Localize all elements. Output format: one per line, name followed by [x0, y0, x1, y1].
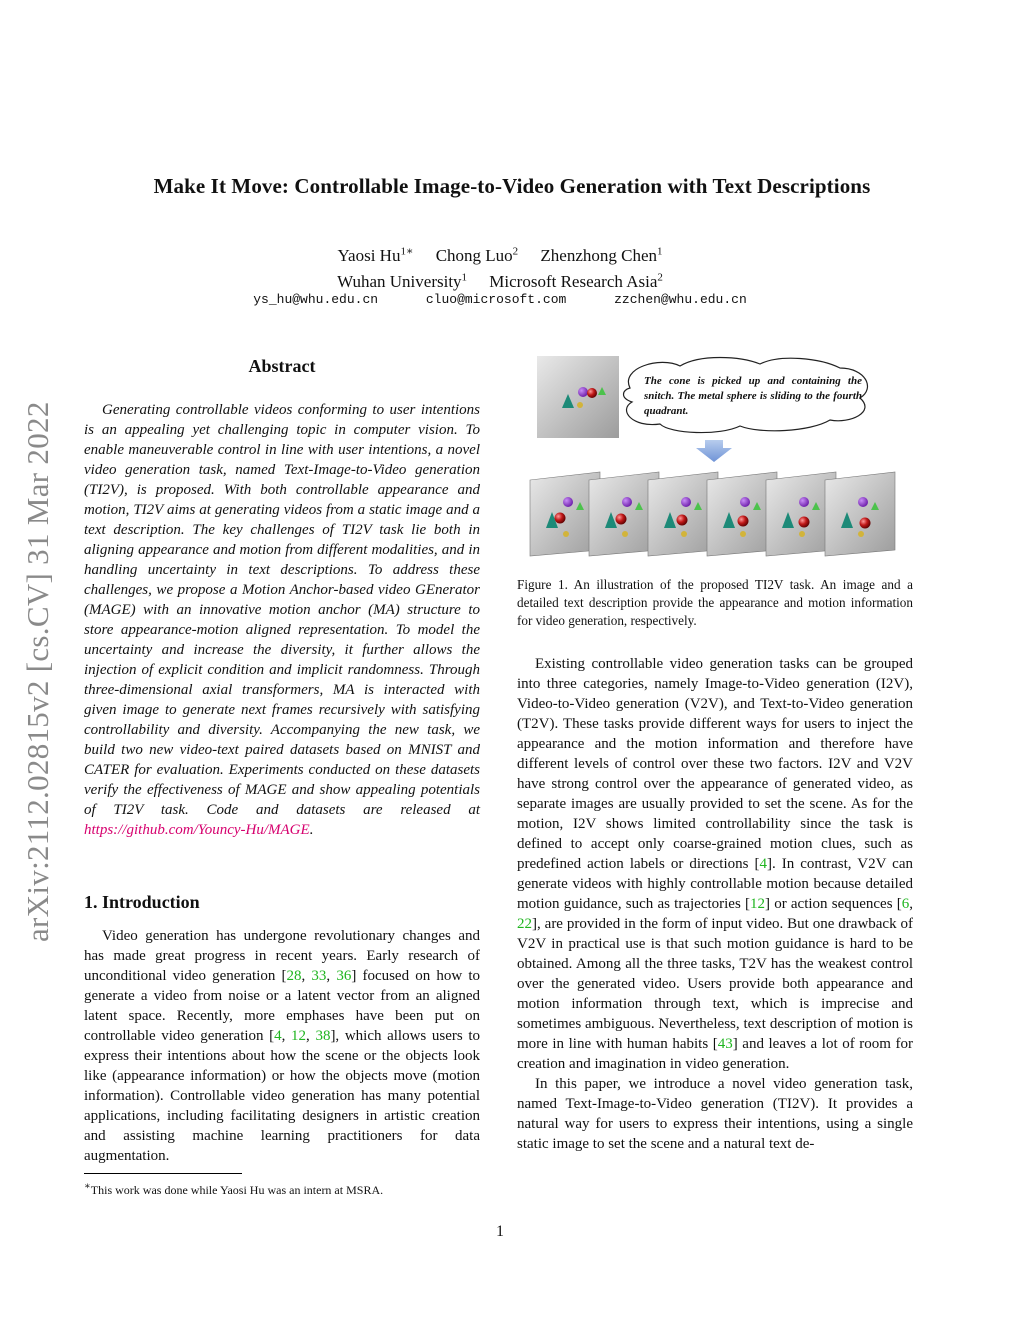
code-link[interactable]: https://github.com/Youncy-Hu/MAGE: [84, 822, 310, 838]
citation-link[interactable]: 12: [291, 1028, 307, 1044]
footnote: [84, 1179, 480, 1198]
scene-object: [858, 531, 864, 537]
author-name: Yaosi Hu: [337, 245, 401, 265]
affiliation-mark: 1: [461, 271, 468, 284]
right-column-body: [517, 654, 913, 1154]
affiliation-2: [489, 272, 663, 291]
intro-body: [84, 926, 480, 1166]
video-frame: [825, 472, 895, 556]
figure-1: [520, 354, 915, 559]
scene-object: [681, 497, 691, 507]
affiliation-mark: 2: [657, 271, 663, 284]
footnote-mark: ∗: [84, 1181, 91, 1192]
author-name: Zhenzhong Chen: [540, 245, 658, 265]
page-number: 1: [496, 1223, 504, 1240]
scene-object: [738, 516, 749, 527]
scene-object: [563, 531, 569, 537]
citation-link[interactable]: 4: [274, 1028, 282, 1044]
citation-link[interactable]: 33: [311, 968, 327, 984]
scene-object: [740, 497, 750, 507]
abstract-end: .: [309, 822, 314, 838]
scene-object: [563, 497, 573, 507]
author-3: [540, 246, 662, 265]
citation-link[interactable]: 43: [717, 1036, 733, 1052]
motion-description: The cone is picked up and containing the snitch. The metal sphere is sliding to the fourth quadrant.: [644, 375, 862, 417]
scene-object: [616, 514, 627, 525]
body-paragraph: Existing controllable video generation tasks can be grouped into three categories, namely Image-to-Video generation (I2V), Video-to-Video generation (V2V), and Text-to-Video generation (T2V). These tasks provide different ways for users to inject the appearance and the motion information and therefore have different levels of control over these two factors. I2V and V2V have strong control over the appearance of generated video, as separate images are usually provided to set the scene. As for the motion, I2V shows limited controllability since the task is defined to accept only coarse-grained motion clues, such as predefined action labels or directions [4]. In contrast, V2V can generate videos with highly controllable motion because detailed motion guidance, such as trajectories [12] or action sequences [6, 22], are provided in the form of input video. But one drawback of V2V in practical use is that such motion guidance is hard to be obtained. Among all the three tasks, T2V has the weakest control over the generated video. Users provide both appearance and motion information through text, which is imprecise and sometimes ambiguous. Nevertheless, text description of motion is more in line with human habits [43] and leaves a lot of room for creation and imagination in video generation.: [517, 656, 913, 1072]
scene-object: [555, 513, 566, 524]
citation-link[interactable]: 38: [315, 1028, 331, 1044]
footnote-text: This work was done while Yaosi Hu was an intern at MSRA.: [90, 1183, 384, 1197]
scene-object: [622, 497, 632, 507]
citation-link[interactable]: 28: [286, 968, 302, 984]
down-arrow-icon: [696, 440, 732, 462]
citation-link[interactable]: 4: [759, 856, 767, 872]
scene-object: [799, 531, 805, 537]
email-list: [0, 292, 1000, 307]
affiliation-name: Wuhan University: [337, 272, 462, 292]
scene-object: [622, 531, 628, 537]
email-1[interactable]: ys_hu@whu.edu.cn: [253, 292, 379, 307]
affiliation-1: [337, 272, 467, 291]
scene-object: [740, 531, 746, 537]
author-mark: 1∗: [400, 245, 414, 257]
abstract-body: [84, 400, 480, 840]
author-block: [0, 240, 1000, 293]
paper-title: Make It Move: Controllable Image-to-Video Generation with Text Descriptions: [153, 174, 871, 198]
citation-link[interactable]: 36: [336, 968, 352, 984]
input-image: [537, 356, 619, 438]
scene-object: [858, 497, 868, 507]
intro-paragraph: Video generation has undergone revolutionary changes and has made great progress in recent years. Early research of unconditional video generation [28, 33, 36] focused on how to generate a video from noise or a latent vector from an aligned latent space. Recently, more emphases have been put on controllable video generation [4, 12, 38], which allows users to express their intentions about how the scene or the objects look like (appearance information) or how the objects move (motion information). Controllable video generation has many potential applications, including facilitating designers in artistic creation and assisting machine learning practitioners for data augmentation.: [84, 928, 481, 1164]
email-3[interactable]: zzchen@whu.edu.cn: [614, 292, 747, 307]
scene-object: [799, 517, 810, 528]
intro-heading: 1. Introduction: [84, 892, 200, 912]
footnote-divider: [84, 1173, 242, 1174]
author-list: [0, 240, 1000, 267]
body-paragraph: In this paper, we introduce a novel video generation task, named Text-Image-to-Video generation (TI2V). It provides a natural way for users to express their intentions, using a single static image to set the scene and a natural text de-: [517, 1076, 913, 1152]
abstract-heading: Abstract: [248, 356, 316, 376]
citation-link[interactable]: 22: [517, 916, 532, 932]
scene-object: [677, 515, 688, 526]
abstract-paragraph: [84, 400, 480, 840]
citation-link[interactable]: 12: [750, 896, 765, 912]
email-2[interactable]: cluo@microsoft.com: [425, 292, 567, 307]
abstract-text: Generating controllable videos conforming to user intentions is an appealing yet challenging topic in computer vision. To enable maneuverable control in line with user intentions, a novel video generation task, named Text-Image-to-Video generation (TI2V), is proposed. With both controllable appearance and motion, TI2V aims at generating videos from a static image and a text description. The key challenges of TI2V task lie both in aligning appearance and motion from different modalities, and in handling uncertainty in text descriptions. To address these challenges, we propose a Motion Anchor-based video GEnerator (MAGE) with an innovative motion anchor (MA) structure to store appearance-motion aligned representation. To model the uncertainty and increase the diversity, it further allows the injection of explicit condition and implicit randomness. Through three-dimensional axial transformers, MA is interacted with given image to generate next frames recursively with satisfying controllability and diversity. Accompanying the new task, we build two new video-text paired datasets based on MNIST and CATER for evaluation. Experiments conducted on these datasets verify the effectiveness of MAGE and show appealing potentials of TI2V task. Code and datasets are released at: [84, 402, 480, 818]
figure-caption: Figure 1. An illustration of the proposed TI2V task. An image and a detailed text description provide the appearance and motion information for video generation, respectively.: [517, 577, 913, 628]
generated-frames: [530, 472, 895, 556]
author-name: Chong Luo: [435, 245, 513, 265]
author-1: [337, 246, 413, 265]
affiliation-list: [0, 267, 1000, 294]
scene-object: [860, 518, 871, 529]
citation-link[interactable]: 6: [901, 896, 910, 912]
arxiv-identifier: arXiv:2112.02815v2 [cs.CV] 31 Mar 2022: [20, 401, 55, 942]
author-2: [436, 246, 518, 265]
affiliation-name: Microsoft Research Asia: [489, 272, 658, 292]
scene-object: [681, 531, 687, 537]
author-mark: 2: [512, 245, 519, 257]
scene-object: [799, 497, 809, 507]
author-mark: 1: [657, 245, 663, 257]
